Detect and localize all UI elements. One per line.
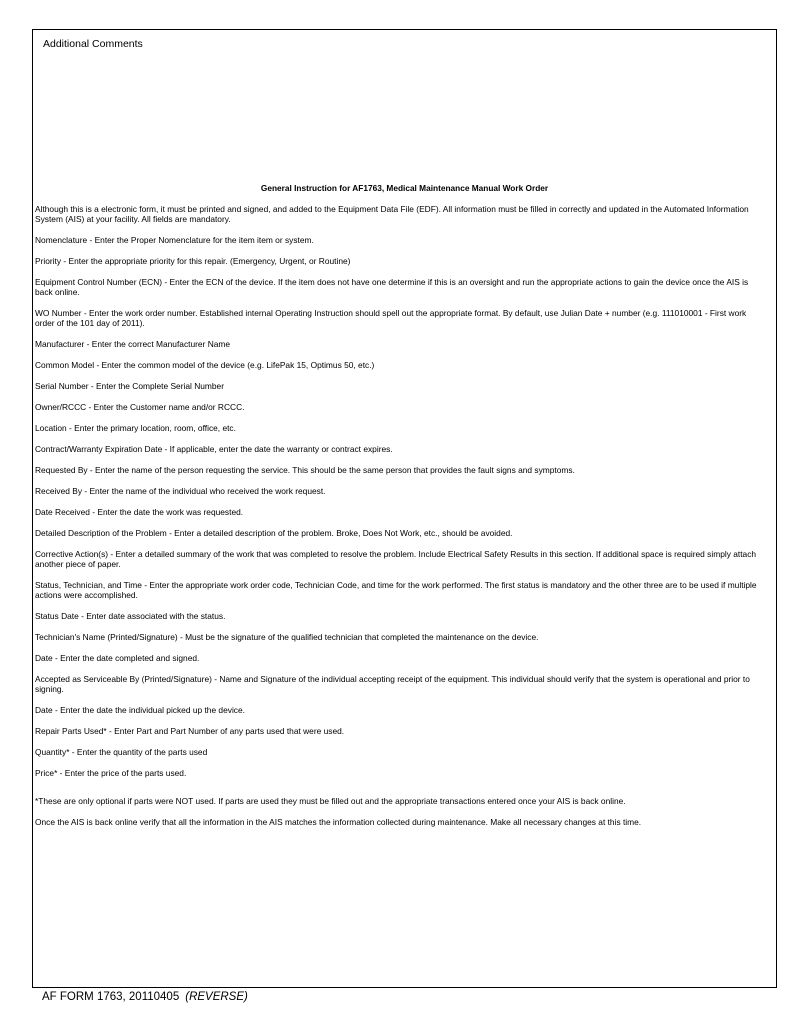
instruction-item: Technician's Name (Printed/Signature) - Must be the signature of the qualified technician that completed the maintenance on the device. (35, 632, 539, 642)
ais-online-note: Once the AIS is back online verify that all the information in the AIS matches the information collected during maintenance. Make all necessary changes at this time. (35, 817, 642, 827)
form-frame (32, 29, 777, 988)
instruction-item: Date - Enter the date the individual picked up the device. (35, 705, 245, 715)
instructions-list (35, 204, 766, 838)
form-footer (42, 991, 248, 1003)
instruction-item: Repair Parts Used* - Enter Part and Part Number of any parts used that were used. (35, 726, 345, 736)
form-id: AF FORM 1763, 20110405 (42, 991, 180, 1003)
parts-optional-note: *These are only optional if parts were NOT used. If parts are used they must be filled out and the appropriate transactions entered once your AIS is back online. (35, 796, 626, 806)
instruction-item: Received By - Enter the name of the individual who received the work request. (35, 486, 326, 496)
instruction-item: Manufacturer - Enter the correct Manufacturer Name (35, 339, 231, 349)
instruction-item: Requested By - Enter the name of the person requesting the service. This should be the same person that provides the fault signs and symptoms. (35, 465, 575, 475)
instruction-item: Price* - Enter the price of the parts used. (35, 768, 187, 778)
instruction-item: WO Number - Enter the work order number. Established internal Operating Instruction should spell out the appropriate format. By default, use Julian Date + number (e.g. 111010001 - First work order of the 101 day of 2011). (35, 308, 747, 328)
instruction-item: Equipment Control Number (ECN) - Enter the ECN of the device. If the item does not have one determine if this is an oversight and run the appropriate actions to gain the device once the AIS is back online. (35, 277, 749, 297)
instruction-item: Corrective Action(s) - Enter a detailed summary of the work that was completed to resolve the problem. Include Electrical Safety Results in this section. If additional space is required simply attach another piece of paper. (35, 549, 757, 569)
instruction-item: Location - Enter the primary location, room, office, etc. (35, 423, 236, 433)
instruction-item: Priority - Enter the appropriate priority for this repair. (Emergency, Urgent, or Routine) (35, 256, 351, 266)
instruction-item: Owner/RCCC - Enter the Customer name and/or RCCC. (35, 402, 245, 412)
instruction-item: Common Model - Enter the common model of the device (e.g. LifePak 15, Optimus 50, etc.) (35, 360, 375, 370)
instruction-item: Status Date - Enter date associated with the status. (35, 611, 226, 621)
instruction-item: Nomenclature - Enter the Proper Nomenclature for the item item or system. (35, 235, 314, 245)
form-side: (REVERSE) (185, 991, 248, 1003)
instruction-item: Contract/Warranty Expiration Date - If applicable, enter the date the warranty or contract expires. (35, 444, 393, 454)
instruction-item: Detailed Description of the Problem - Enter a detailed description of the problem. Broke, Does Not Work, etc., should be avoided. (35, 528, 513, 538)
instruction-item: Serial Number - Enter the Complete Serial Number (35, 381, 224, 391)
additional-comments-label: Additional Comments (43, 38, 143, 50)
instruction-item: Date - Enter the date completed and signed. (35, 653, 200, 663)
instruction-item: Quantity* - Enter the quantity of the parts used (35, 747, 208, 757)
instructions-title: General Instruction for AF1763, Medical Maintenance Manual Work Order (260, 183, 549, 193)
instruction-item: Accepted as Serviceable By (Printed/Signature) - Name and Signature of the individual accepting receipt of the equipment. This individual should verify that the system is operational and prior to signing. (35, 674, 750, 694)
instruction-item: Date Received - Enter the date the work was requested. (35, 507, 244, 517)
instruction-item: Although this is a electronic form, it must be printed and signed, and added to the Equipment Data File (EDF). All information must be filled in correctly and updated in the Automated Information System (AIS) at your facility. All fields are mandatory. (35, 204, 749, 224)
instruction-item: Status, Technician, and Time - Enter the appropriate work order code, Technician Code, and time for the work performed. The first status is mandatory and the other three are to be used if multiple actions were accomplished. (35, 580, 757, 600)
